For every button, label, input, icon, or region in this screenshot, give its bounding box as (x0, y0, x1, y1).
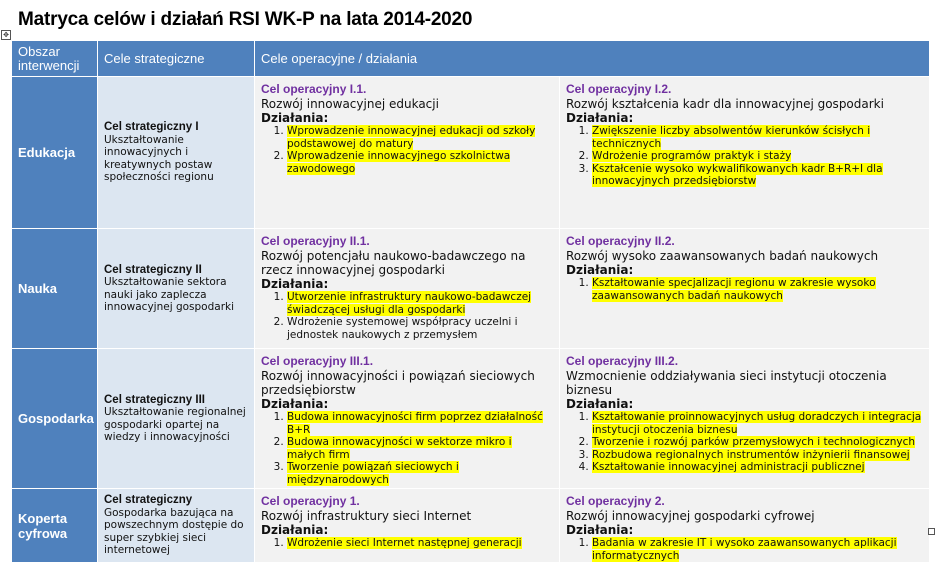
actions-label: Działania: (566, 523, 634, 537)
actions-list (261, 411, 553, 486)
page-title: Matryca celów i działań RSI WK-P na lata 2014-2020 (18, 9, 473, 30)
action-item-text: Tworzenie i rozwój parków przemysłowych i technologicznych (592, 436, 916, 448)
action-item (287, 316, 553, 341)
action-item (287, 436, 553, 461)
operational-goal-title: Cel operacyjny III.2. (566, 354, 679, 368)
actions-list (566, 411, 923, 474)
action-item (287, 411, 553, 436)
action-item-text: Badania w zakresie IT i wysoko zaawansowanych aplikacji informatycznych (592, 537, 897, 562)
action-item-text: Wdrożenie sieci Internet następnej generacji (287, 537, 522, 549)
operational-goal-title: Cel operacyjny 2. (566, 494, 665, 508)
action-item (287, 461, 553, 486)
operational-goal-desc: Rozwój infrastruktury sieci Internet (261, 509, 472, 523)
strategic-goal-desc: Ukształtowanie innowacyjnych i kreatywnych postaw społeczności regionu (104, 133, 214, 184)
action-item (592, 150, 923, 163)
action-item-text: Budowa innowacyjności firm poprzez działalność B+R (287, 411, 543, 436)
strategic-goal-title: Cel strategiczny II (104, 263, 202, 276)
action-item (592, 461, 923, 474)
action-item-text: Wprowadzenie innowacyjnego szkolnictwa zawodowego (287, 150, 511, 175)
area-cell: Nauka (12, 229, 98, 349)
operational-goal-desc: Rozwój kształcenia kadr dla innowacyjnej gospodarki (566, 97, 884, 111)
operational-goal-desc: Rozwój innowacyjnej gospodarki cyfrowej (566, 509, 815, 523)
action-item (287, 291, 553, 316)
operational-goal-cell (560, 489, 930, 563)
table-move-handle-icon[interactable]: ✥ (1, 30, 11, 40)
table-row (12, 489, 930, 563)
operational-goal-title: Cel operacyjny I.2. (566, 82, 672, 96)
operational-goal-cell (255, 77, 560, 229)
strategic-goal-title: Cel strategiczny III (104, 393, 205, 406)
action-item (592, 277, 923, 302)
action-item (287, 537, 553, 550)
action-item-text: Kształtowanie specjalizacji regionu w zakresie wysoko zaawansowanych badań naukowych (592, 277, 876, 302)
operational-goal-cell (560, 77, 930, 229)
matrix-body (12, 77, 930, 563)
operational-goal-title: Cel operacyjny II.2. (566, 234, 675, 248)
strategic-goal-desc: Ukształtowanie regionalnej gospodarki opartej na wiedzy i innowacyjności (104, 406, 246, 443)
header-area: Obszar interwencji (12, 41, 98, 77)
actions-label: Działania: (261, 397, 329, 411)
action-item-text: Tworzenie powiązań sieciowych i międzynarodowych (287, 461, 459, 486)
action-item-text: Zwiększenie liczby absolwentów kierunków ścisłych i technicznych (592, 125, 871, 150)
actions-list (261, 291, 553, 341)
strategic-goal-cell (98, 77, 255, 229)
action-item-text: Rozbudowa regionalnych instrumentów inżynierii finansowej (592, 448, 910, 461)
actions-list (566, 537, 923, 562)
strategic-goal-cell (98, 489, 255, 563)
header-strategic: Cele strategiczne (98, 41, 255, 77)
operational-goal-desc: Wzmocnienie oddziaływania sieci instytucji otoczenia biznesu (566, 369, 887, 397)
actions-list (261, 125, 553, 175)
action-item-text: Wdrożenie systemowej współpracy uczelni i jednostek naukowych z przemysłem (287, 316, 518, 341)
strategic-goal-desc: Ukształtowanie sektora nauki jako zaplecza innowacyjnej gospodarki (104, 276, 235, 313)
action-item-text: Budowa innowacyjności w sektorze mikro i małych firm (287, 436, 512, 461)
operational-goal-title: Cel operacyjny 1. (261, 494, 360, 508)
strategic-goal-desc: Gospodarka bazująca na powszechnym dostępie do super szybkiej sieci internetowej (104, 506, 244, 557)
action-item-text: Kształtowanie proinnowacyjnych usług doradczych i integracja instytucji otoczenia biznesu (592, 411, 922, 436)
strategic-goal-cell (98, 229, 255, 349)
area-cell: Koperta cyfrowa (12, 489, 98, 563)
area-cell: Edukacja (12, 77, 98, 229)
table-row (12, 229, 930, 349)
strategic-goal-cell (98, 349, 255, 489)
action-item (592, 449, 923, 462)
action-item-text: Utworzenie infrastruktury naukowo-badawczej świadczącej usługi dla gospodarki (287, 291, 532, 316)
operational-goal-cell (560, 229, 930, 349)
action-item (592, 436, 923, 449)
operational-goal-title: Cel operacyjny I.1. (261, 82, 367, 96)
action-item (592, 411, 923, 436)
strategic-goal-title: Cel strategiczny I (104, 121, 199, 134)
action-item-text: Wdrożenie programów praktyk i staży (592, 150, 792, 162)
header-operational: Cele operacyjne / działania (255, 41, 930, 77)
action-item-text: Wprowadzenie innowacyjnej edukacji od szkoły podstawowej do matury (287, 125, 536, 150)
operational-goal-desc: Rozwój wysoko zaawansowanych badań naukowych (566, 249, 879, 263)
action-item-text: Kształcenie wysoko wykwalifikowanych kadr B+R+I dla innowacyjnych przedsiębiorstw (592, 162, 883, 187)
operational-goal-cell (255, 229, 560, 349)
operational-goal-desc: Rozwój innowacyjności i powiązań sieciowych przedsiębiorstw (261, 369, 535, 397)
operational-goal-title: Cel operacyjny II.1. (261, 234, 370, 248)
operational-goal-desc: Rozwój innowacyjnej edukacji (261, 97, 439, 111)
table-row (12, 77, 930, 229)
table-row (12, 349, 930, 489)
actions-list (566, 277, 923, 302)
action-item (287, 125, 553, 150)
action-item (287, 150, 553, 175)
action-item (592, 163, 923, 188)
actions-label: Działania: (566, 263, 634, 277)
actions-label: Działania: (261, 523, 329, 537)
operational-goal-desc: Rozwój potencjału naukowo-badawczego na rzecz innowacyjnej gospodarki (261, 249, 526, 277)
operational-goal-cell (255, 349, 560, 489)
strategic-goal-title: Cel strategiczny (104, 494, 193, 507)
matrix-table (11, 40, 930, 563)
actions-label: Działania: (261, 111, 329, 125)
operational-goal-cell (255, 489, 560, 563)
action-item (592, 537, 923, 562)
operational-goal-cell (560, 349, 930, 489)
operational-goal-title: Cel operacyjny III.1. (261, 354, 374, 368)
actions-list (261, 537, 553, 550)
area-cell: Gospodarka (12, 349, 98, 489)
actions-label: Działania: (261, 277, 329, 291)
action-item-text: Kształtowanie innowacyjnej administracji publicznej (592, 461, 865, 473)
actions-list (566, 125, 923, 188)
header-row (12, 41, 930, 77)
actions-label: Działania: (566, 397, 634, 411)
action-item (592, 125, 923, 150)
actions-label: Działania: (566, 111, 634, 125)
